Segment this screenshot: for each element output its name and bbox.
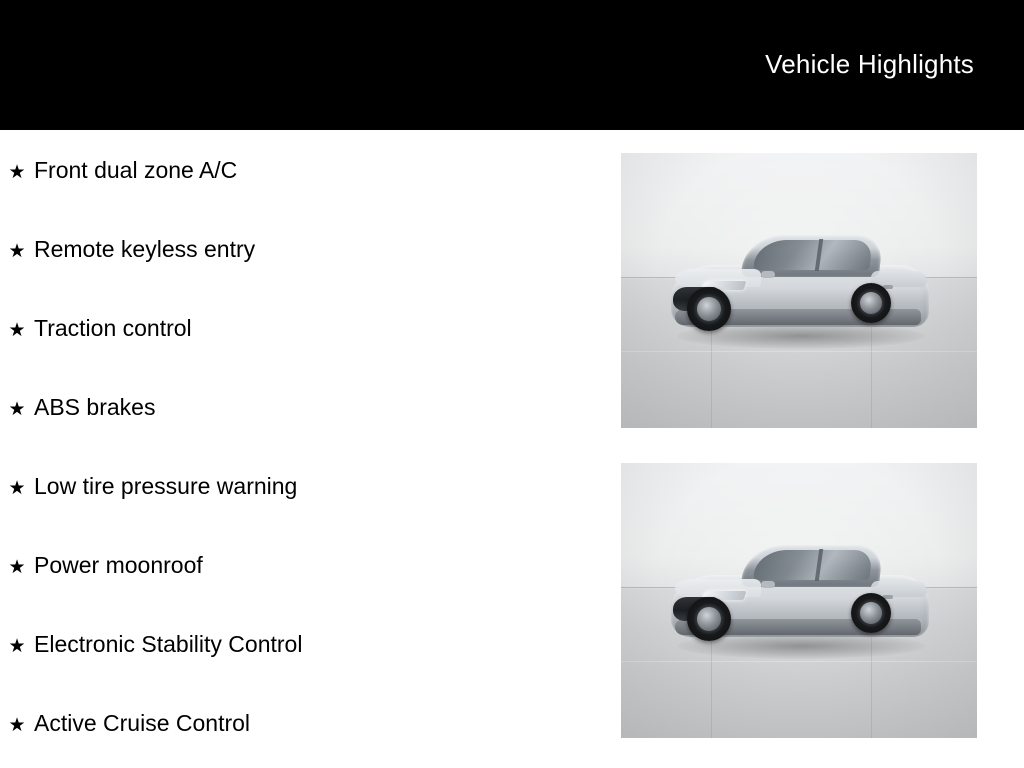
car-side-mirror [761, 271, 775, 278]
car-windows [753, 550, 873, 580]
feature-label: Remote keyless entry [34, 236, 256, 262]
star-icon: ★ [8, 557, 26, 578]
vehicle-photo [621, 463, 977, 738]
feature-label: Front dual zone A/C [34, 157, 238, 183]
feature-label: Electronic Stability Control [34, 631, 303, 657]
vehicle-photo [621, 153, 977, 428]
star-icon: ★ [8, 636, 26, 657]
feature-label: Power moonroof [34, 552, 203, 578]
star-icon: ★ [8, 241, 26, 262]
car-windows [753, 240, 873, 270]
car-front-wheel [687, 597, 731, 641]
feature-label: Traction control [34, 315, 192, 341]
car-illustration [669, 225, 934, 360]
feature-label: ABS brakes [34, 394, 156, 420]
car-rear-wheel [851, 593, 891, 633]
feature-label: Active Cruise Control [34, 710, 251, 736]
vehicle-features-list [0, 130, 600, 768]
list-item [0, 473, 600, 552]
car-front-wheel [687, 287, 731, 331]
list-item [0, 394, 600, 473]
list-item [0, 236, 600, 315]
star-icon: ★ [8, 715, 26, 736]
page-title: Vehicle Highlights [765, 49, 974, 79]
car-illustration [669, 535, 934, 670]
list-item [0, 552, 600, 631]
star-icon: ★ [8, 320, 26, 341]
list-item [0, 631, 600, 710]
star-icon: ★ [8, 162, 26, 183]
feature-label: Low tire pressure warning [34, 473, 298, 499]
car-side-mirror [761, 581, 775, 588]
car-rear-wheel [851, 283, 891, 323]
star-icon: ★ [8, 478, 26, 499]
list-item [0, 710, 600, 768]
star-icon: ★ [8, 399, 26, 420]
list-item [0, 315, 600, 394]
list-item [0, 157, 600, 236]
header-bar [0, 0, 1024, 130]
